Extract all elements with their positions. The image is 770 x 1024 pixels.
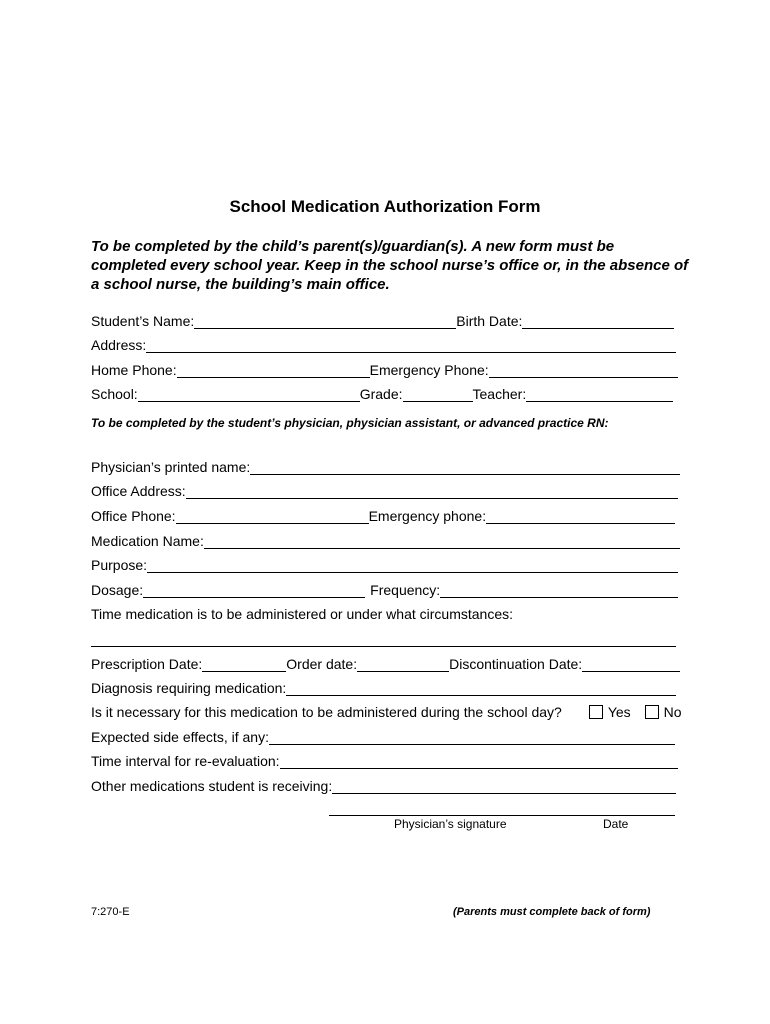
home-phone-label: Home Phone: xyxy=(91,362,177,378)
grade-field[interactable] xyxy=(403,386,473,402)
frequency-field[interactable] xyxy=(440,582,678,598)
signature-caption: Physician’s signature xyxy=(394,817,507,831)
office-phone-field[interactable] xyxy=(176,508,369,524)
birth-date-label: Birth Date: xyxy=(456,313,523,329)
student-name-label: Student’s Name: xyxy=(91,313,195,329)
home-phone-field[interactable] xyxy=(177,362,370,378)
other-medications-row xyxy=(91,774,676,794)
reevaluation-row xyxy=(91,749,678,769)
physician-section-heading: To be completed by the student’s physician, physician assistant, or advanced practice RN: xyxy=(91,416,609,430)
medication-name-row xyxy=(91,529,680,549)
grade-label: Grade: xyxy=(359,386,403,402)
school-label: School: xyxy=(91,386,138,402)
side-effects-row xyxy=(91,725,675,745)
student-name-field[interactable] xyxy=(194,313,456,329)
purpose-field[interactable] xyxy=(147,557,678,573)
teacher-label: Teacher: xyxy=(472,386,527,402)
medication-name-field[interactable] xyxy=(204,533,680,549)
medication-name-label: Medication Name: xyxy=(91,533,204,549)
administration-time-field[interactable] xyxy=(91,631,676,647)
office-address-field[interactable] xyxy=(186,483,678,499)
office-address-label: Office Address: xyxy=(91,483,186,499)
physician-emergency-phone-field[interactable] xyxy=(486,508,675,524)
yes-option[interactable] xyxy=(589,704,631,720)
school-field[interactable] xyxy=(138,386,360,402)
other-medications-label: Other medications student is receiving: xyxy=(91,778,333,794)
no-checkbox[interactable] xyxy=(645,705,659,719)
address-field[interactable] xyxy=(146,337,676,353)
order-date-field[interactable] xyxy=(357,656,449,672)
teacher-field[interactable] xyxy=(526,386,673,402)
discontinuation-date-label: Discontinuation Date: xyxy=(449,656,583,672)
discontinuation-date-field[interactable] xyxy=(582,656,680,672)
office-phone-label: Office Phone: xyxy=(91,508,176,524)
side-effects-field[interactable] xyxy=(269,729,675,745)
school-day-question: Is it necessary for this medication to be administered during the school day? xyxy=(91,704,562,720)
other-medications-field[interactable] xyxy=(332,778,676,794)
diagnosis-field[interactable] xyxy=(286,680,676,696)
diagnosis-label: Diagnosis requiring medication: xyxy=(91,680,287,696)
office-phone-row xyxy=(91,504,675,524)
dosage-label: Dosage: xyxy=(91,582,144,598)
physician-name-label: Physician’s printed name: xyxy=(91,459,251,475)
administration-time-row xyxy=(91,602,678,622)
reevaluation-label: Time interval for re-evaluation: xyxy=(91,753,280,769)
student-name-row xyxy=(91,309,674,329)
address-label: Address: xyxy=(91,337,147,353)
administration-time-line-row xyxy=(91,627,676,647)
office-address-row xyxy=(91,479,678,499)
no-option[interactable] xyxy=(645,704,682,720)
diagnosis-row xyxy=(91,676,676,696)
dosage-row xyxy=(91,578,678,598)
physician-name-row xyxy=(91,455,680,475)
order-date-label: Order date: xyxy=(286,656,358,672)
dates-row xyxy=(91,652,680,672)
form-title: School Medication Authorization Form xyxy=(229,197,541,216)
emergency-phone-label: Emergency Phone: xyxy=(369,362,489,378)
birth-date-field[interactable] xyxy=(522,313,674,329)
date-caption: Date xyxy=(603,817,629,831)
administration-time-label: Time medication is to be administered or under what circumstances: xyxy=(91,606,513,622)
parent-instructions: To be completed by the child’s parent(s)/guardian(s). A new form must be completed every school year. Keep in the school nurse’s office or, in the absence of a school nurse, the building’s main office. xyxy=(91,238,689,293)
back-of-form-note: (Parents must complete back of form) xyxy=(453,906,651,918)
prescription-date-label: Prescription Date: xyxy=(91,656,203,672)
signature-line[interactable] xyxy=(329,815,675,816)
form-code: 7:270-E xyxy=(91,906,130,918)
emergency-phone-field[interactable] xyxy=(489,362,678,378)
frequency-label: Frequency: xyxy=(370,582,441,598)
prescription-date-field[interactable] xyxy=(202,656,286,672)
purpose-row xyxy=(91,553,678,573)
dosage-field[interactable] xyxy=(143,582,365,598)
physician-emergency-phone-label: Emergency phone: xyxy=(368,508,487,524)
phone-row xyxy=(91,358,678,378)
yes-checkbox[interactable] xyxy=(589,705,603,719)
side-effects-label: Expected side effects, if any: xyxy=(91,729,269,745)
school-day-question-row xyxy=(91,700,691,720)
physician-name-field[interactable] xyxy=(250,459,680,475)
reevaluation-field[interactable] xyxy=(280,753,678,769)
no-label: No xyxy=(663,704,682,720)
yes-label: Yes xyxy=(607,704,631,720)
purpose-label: Purpose: xyxy=(91,557,148,573)
address-row xyxy=(91,333,676,353)
school-row xyxy=(91,382,673,402)
